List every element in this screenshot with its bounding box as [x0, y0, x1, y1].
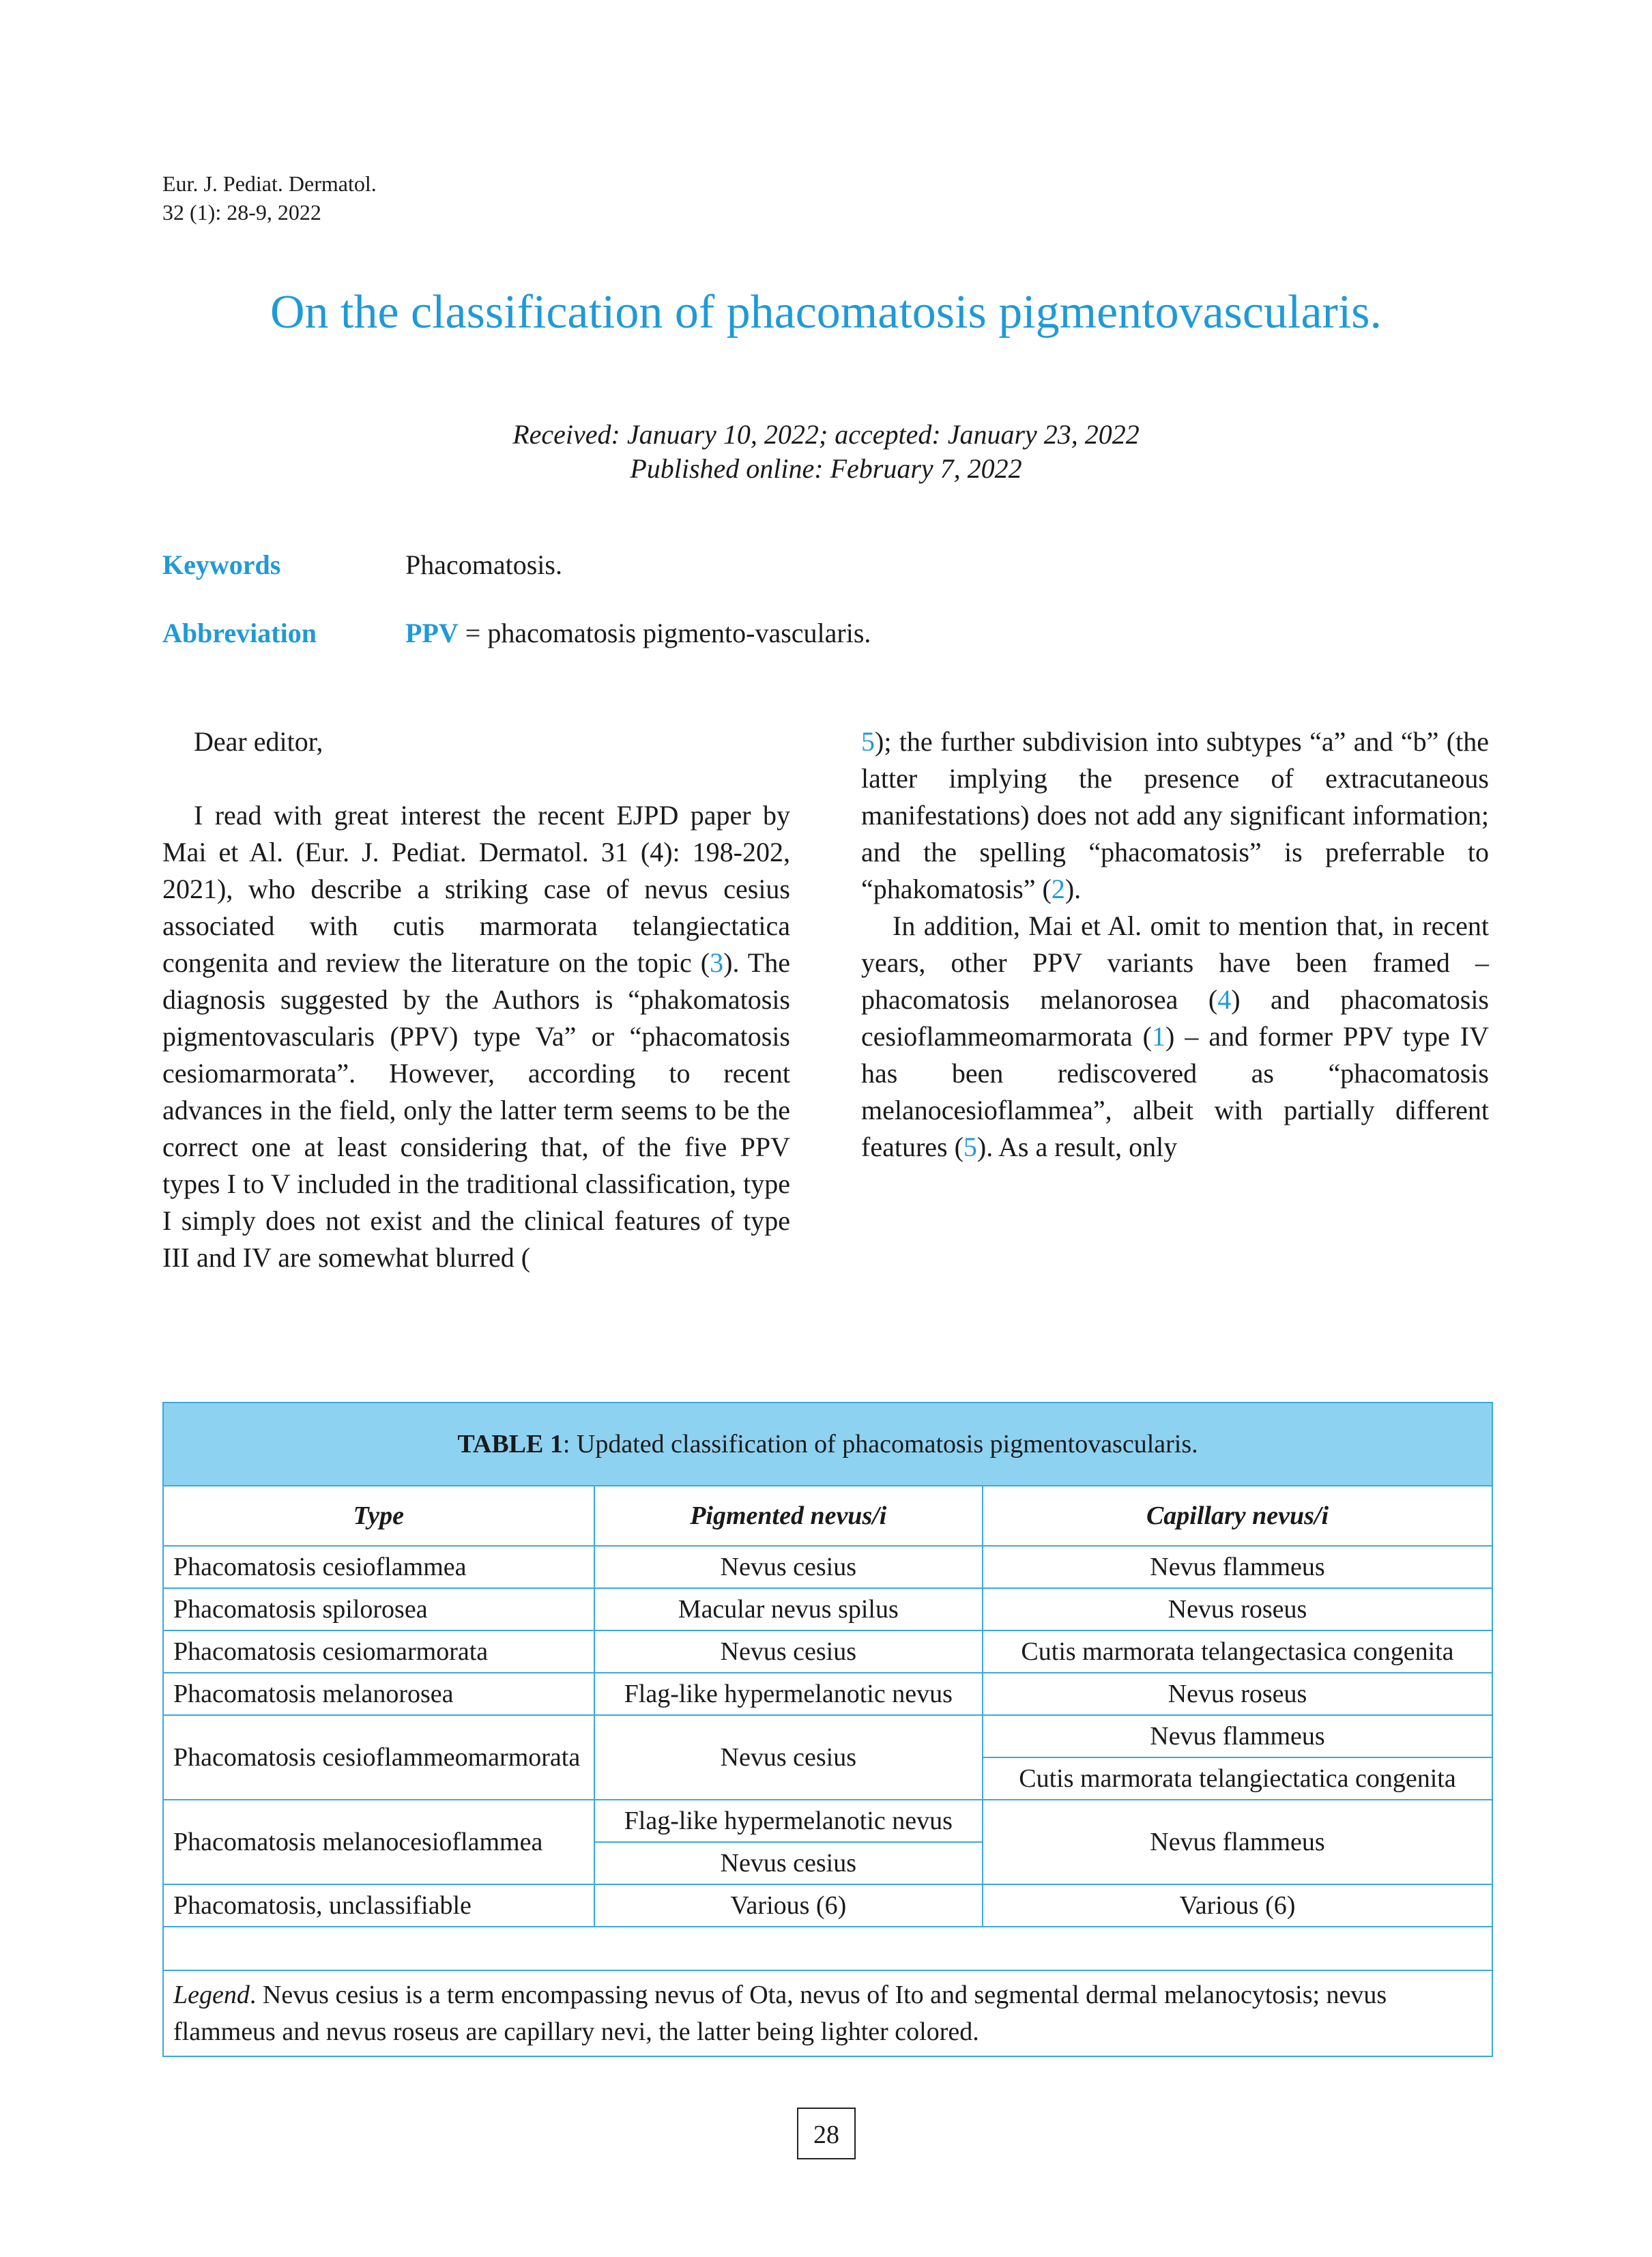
table-caption-text: : Updated classification of phacomatosis pigmentovascularis.	[562, 1430, 1198, 1458]
reference-link-1[interactable]: 1	[1151, 1021, 1165, 1052]
table-row	[163, 1588, 1492, 1630]
table-row	[163, 1630, 1492, 1673]
cell-capillary: Nevus flammeus	[983, 1800, 1492, 1884]
salutation: Dear editor,	[194, 726, 323, 757]
p1-text-a: I read with great interest the recent EJPD paper by Mai et Al. (Eur. J. Pediat. Dermatol. 31 (4): 198-202, 2021), who describe a striking case of nevus cesius associated with cutis marmorata telangiectatica congenita and review the literature on the topic (	[162, 800, 790, 978]
cell-type: Phacomatosis melanocesioflammea	[163, 1800, 594, 1884]
empty-cell	[163, 1927, 1492, 1970]
paragraph-1-continued	[861, 723, 1489, 908]
p2-text-a: In addition, Mai et Al. omit to mention that, in recent years, other PPV variants have been framed – phacomatosis melanorosea (	[861, 910, 1489, 1015]
cell-pigmented: Flag-like hypermelanotic nevus	[594, 1673, 983, 1715]
reference-link-4[interactable]: 4	[1217, 984, 1232, 1015]
abbreviation-value	[405, 617, 871, 649]
table-header-row	[163, 1486, 1492, 1546]
article-title: On the classification of phacomatosis pigmentovascularis.	[270, 286, 1382, 339]
p1-text-c: ); the further subdivision into subtypes “a” and “b” (the latter implying the presence of extracutaneous manifestations) does not add any significant information; and the spelling “phacomatosis” is preferrable to “phakomatosis” (	[861, 726, 1489, 904]
table-row	[163, 1673, 1492, 1715]
cell-pigmented: Flag-like hypermelanotic nevus	[594, 1800, 983, 1842]
cell-type: Phacomatosis spilorosea	[163, 1588, 594, 1630]
reference-link-5[interactable]: 5	[861, 726, 875, 757]
cell-capillary: Nevus flammeus	[983, 1546, 1492, 1588]
cell-capillary: Various (6)	[983, 1884, 1492, 1927]
header-pigmented: Pigmented nevus/i	[594, 1486, 983, 1546]
cell-capillary: Nevus roseus	[983, 1673, 1492, 1715]
keywords-value: Phacomatosis.	[405, 549, 562, 580]
table-caption-row	[163, 1403, 1492, 1486]
journal-name: Eur. J. Pediat. Dermatol.	[162, 171, 377, 196]
body-column-right	[861, 723, 1489, 1166]
table-legend	[163, 1970, 1492, 2056]
p2-text-c: ) – and former PPV type IV has been rediscovered as “phacomatosis melanocesioflammea”, albeit with partially different features (	[861, 1021, 1489, 1162]
table-empty-row	[163, 1927, 1492, 1970]
cell-type: Phacomatosis cesioflammeomarmorata	[163, 1715, 594, 1800]
cell-type: Phacomatosis cesioflammea	[163, 1546, 594, 1588]
legend-text: . Nevus cesius is a term encompassing nevus of Ota, nevus of Ito and segmental dermal melanocytosis; nevus flammeus and nevus roseus are capillary nevi, the latter being lighter colored.	[173, 1981, 1387, 2046]
cell-capillary: Nevus roseus	[983, 1588, 1492, 1630]
cell-pigmented: Nevus cesius	[594, 1842, 983, 1884]
abbreviation-label: Abbreviation	[162, 618, 317, 648]
published-date: Published online: February 7, 2022	[630, 453, 1022, 484]
page-number: 28	[797, 2108, 856, 2159]
cell-pigmented: Macular nevus spilus	[594, 1588, 983, 1630]
table-row	[163, 1800, 1492, 1842]
cell-type: Phacomatosis, unclassifiable	[163, 1884, 594, 1927]
table-caption	[163, 1403, 1492, 1486]
journal-citation	[162, 169, 377, 227]
table-legend-row	[163, 1970, 1492, 2056]
table-row	[163, 1715, 1492, 1757]
p1-text-b: ). The diagnosis suggested by the Authors is “phakomatosis pigmentovascularis (PPV) type Va” or “phacomatosis cesiomarmorata”. However, according to recent advances in the field, only the latter term seems to be the correct one at least considering that, of the five PPV types I to V included in the traditional classification, type I simply does not exist and the clinical features of type III and IV are somewhat blurred (	[162, 947, 790, 1273]
classification-table	[162, 1402, 1493, 2057]
reference-link-5b[interactable]: 5	[963, 1132, 977, 1162]
cell-capillary: Nevus flammeus	[983, 1715, 1492, 1757]
article-dates	[0, 418, 1652, 486]
cell-pigmented: Nevus cesius	[594, 1715, 983, 1800]
header-type: Type	[163, 1486, 594, 1546]
keywords-label: Keywords	[162, 549, 281, 580]
legend-label: Legend	[173, 1981, 250, 2009]
reference-link-3[interactable]: 3	[710, 947, 724, 978]
p2-text-d: ). As a result, only	[976, 1132, 1178, 1162]
cell-capillary: Cutis marmorata telangectasica congenita	[983, 1630, 1492, 1673]
cell-type: Phacomatosis cesiomarmorata	[163, 1630, 594, 1673]
paragraph-2	[861, 908, 1489, 1166]
header-capillary: Capillary nevus/i	[983, 1486, 1492, 1546]
journal-volume: 32 (1): 28-9, 2022	[162, 200, 321, 225]
table-row	[163, 1546, 1492, 1588]
table-row	[163, 1884, 1492, 1927]
cell-pigmented: Various (6)	[594, 1884, 983, 1927]
p2-text-b: ) and phacomatosis cesioflammeomarmorata (	[861, 984, 1489, 1052]
abbreviation-term: PPV	[405, 618, 459, 648]
reference-link-2[interactable]: 2	[1051, 874, 1065, 904]
cell-capillary: Cutis marmorata telangiectatica congenita	[983, 1757, 1492, 1800]
received-date: Received: January 10, 2022; accepted: January 23, 2022	[512, 419, 1140, 450]
table-caption-label: TABLE 1	[457, 1430, 563, 1458]
cell-type: Phacomatosis melanorosea	[163, 1673, 594, 1715]
paragraph-1	[162, 797, 790, 1276]
body-column-left	[162, 723, 790, 1276]
cell-pigmented: Nevus cesius	[594, 1546, 983, 1588]
abbreviation-definition: = phacomatosis pigmento-vascularis.	[458, 618, 871, 648]
p1-text-d: ).	[1064, 874, 1082, 904]
cell-pigmented: Nevus cesius	[594, 1630, 983, 1673]
